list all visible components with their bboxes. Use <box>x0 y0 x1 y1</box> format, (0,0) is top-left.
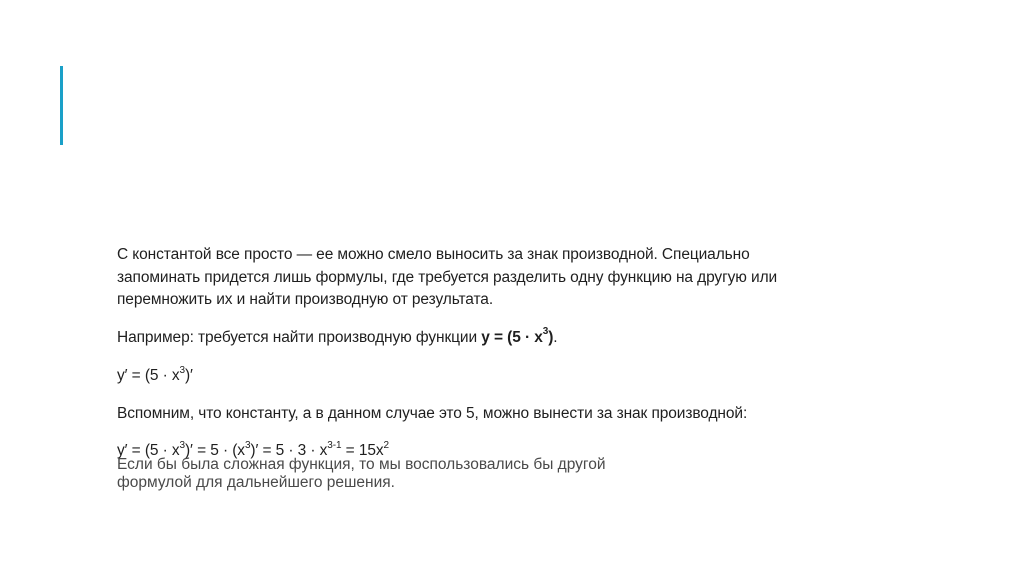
example-end: . <box>553 328 558 346</box>
example-eq: = (5 · x <box>489 328 543 346</box>
formula2-exp-c: 3-1 <box>327 439 342 451</box>
formula-derivative-setup <box>117 365 797 388</box>
slide-content <box>117 244 797 478</box>
formula2-exp-b: 3 <box>244 439 251 451</box>
formula2-part-c: )′ = 5 · 3 · x <box>250 442 328 459</box>
paragraph-constant-rule: С константой все просто — ее можно смело выносить за знак производной. Специально запоминать придется лишь формулы, где требуется разделить одну функцию на другую или перемножить их и найти производную от результата. <box>117 246 778 308</box>
accent-bar <box>60 66 63 145</box>
formula2-part-a: y′ = (5 · x <box>117 442 180 459</box>
example-statement <box>117 327 797 350</box>
formula2-exp-a: 3 <box>179 439 185 451</box>
cut-off-text: Если бы была сложная функция, то мы воспользовались бы другой формулой для дальнейшего решения. <box>117 456 606 491</box>
formula2-part-d: = 15x <box>341 442 384 459</box>
example-lead: Например: требуется найти производную функции <box>117 328 482 346</box>
formula1-exponent: 3 <box>179 364 185 376</box>
formula1-lhs: y′ = (5 · x <box>117 367 180 384</box>
formula2-exp-d: 2 <box>383 439 389 451</box>
formula2-part-b: )′ = 5 · (x <box>185 442 245 459</box>
example-exponent: 3 <box>542 326 549 338</box>
example-y: y <box>481 328 490 346</box>
example-close: ) <box>548 328 554 346</box>
formula1-rhs: )′ <box>185 367 193 384</box>
cut-off-text-line <box>117 456 677 491</box>
example-function <box>481 326 554 346</box>
paragraph-take-out-constant: Вспомним, что константу, а в данном случае это 5, можно вынести за знак производной: <box>117 404 748 422</box>
